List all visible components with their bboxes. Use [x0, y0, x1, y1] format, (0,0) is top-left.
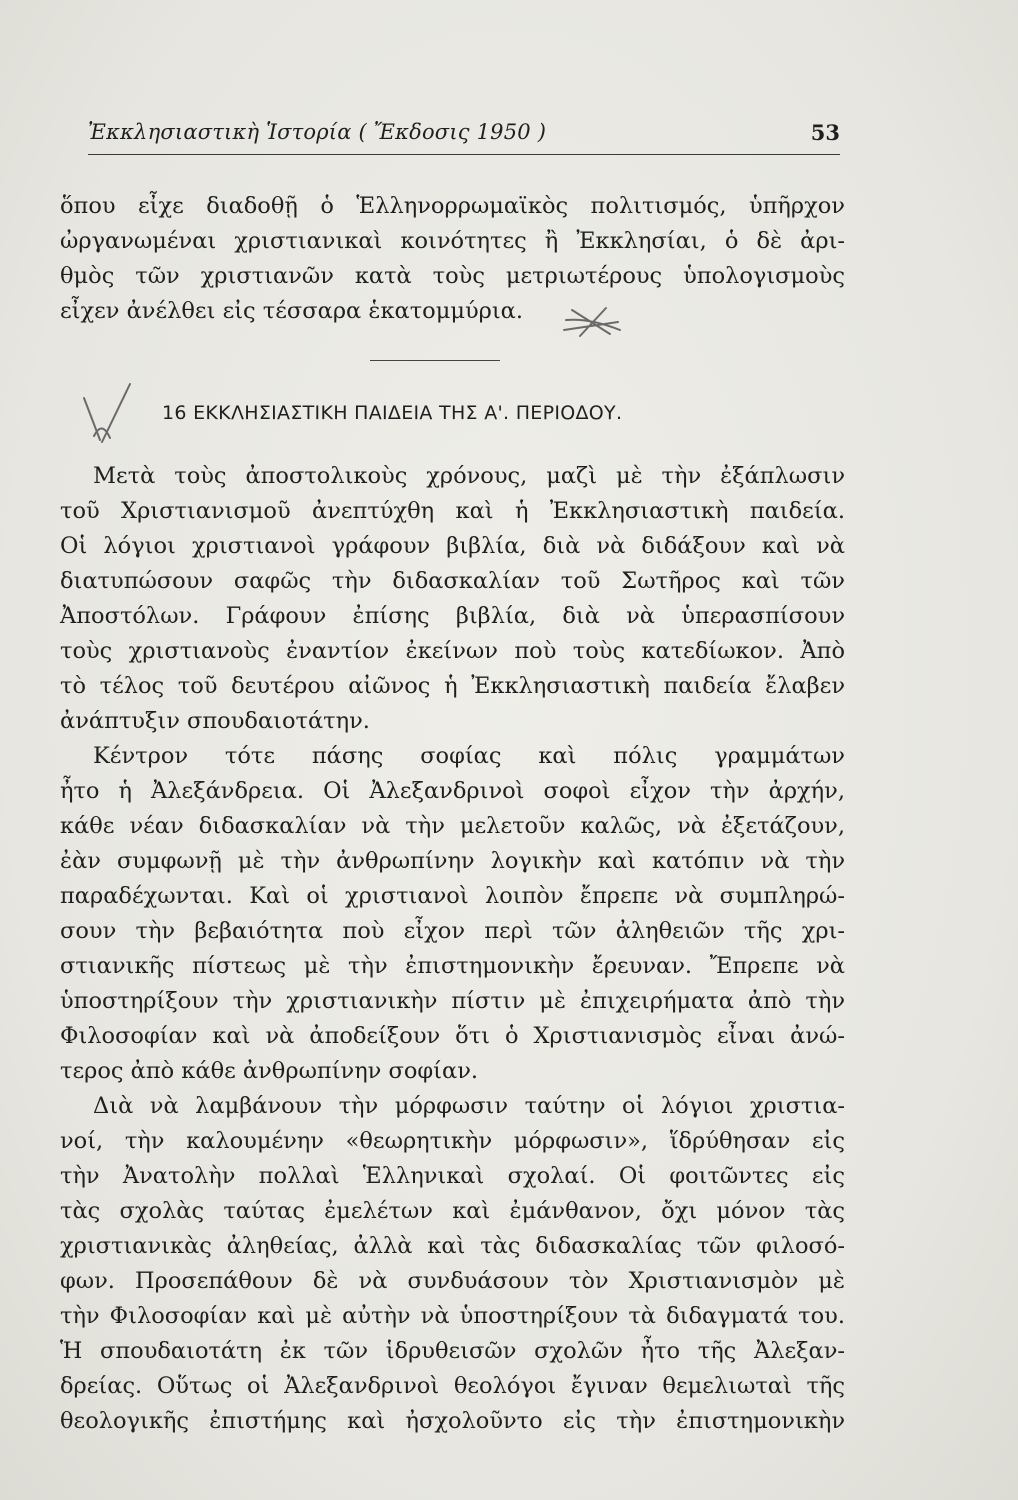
text-line: ἀνάπτυξιν σπουδαιοτάτην. [60, 708, 370, 734]
text-line: Μετὰ τοὺς ἀποστολικοὺς χρόνους, μαζὶ μὲ τὴν ἐξάπλωσιν [93, 463, 845, 489]
text-line: νοί, τὴν καλουμένην «θεωρητικὴν μόρφωσιν», ἵδρύθησαν εἰς [60, 1128, 845, 1154]
text-line: παραδέχωνται. Καὶ οἱ χριστιανοὶ λοιπὸν ἔπρεπε νὰ συμπληρώ- [60, 883, 845, 909]
text-line: τὰς σχολὰς ταύτας ἐμελέτων καὶ ἐμάνθανον, ὄχι μόνον τὰς [60, 1198, 845, 1224]
text-line: δρείας. Οὕτως οἱ Ἀλεξανδρινοὶ θεολόγοι ἔγιναν θεμελιωταὶ τῆς [60, 1373, 845, 1399]
text-line: θεολογικῆς ἐπιστήμης καὶ ἠσχολοῦντο εἰς τὴν ἐπιστημονικὴν [60, 1408, 845, 1434]
text-line: Κέντρον τότε πάσης σοφίας καὶ πόλις γραμμάτων [93, 743, 845, 769]
intro-paragraph [60, 189, 845, 329]
text-line: Ἡ σπουδαιοτάτη ἐκ τῶν ἱδρυθεισῶν σχολῶν ἦτο τῆς Ἀλεξαν- [60, 1338, 845, 1364]
text-line: τὴν Φιλοσοφίαν καὶ μὲ αὐτὴν νὰ ὑποστηρίξουν τὰ διδαγματά του. [60, 1303, 845, 1329]
text-line: χριστιανικὰς ἀληθείας, ἀλλὰ καὶ τὰς διδασκαλίας τῶν φιλοσό- [60, 1233, 845, 1259]
text-line: τὴν Ἀνατολὴν πολλαὶ Ἑλληνικαὶ σχολαί. Οἱ φοιτῶντες εἰς [60, 1163, 845, 1189]
text-line: διατυπώσουν σαφῶς τὴν διδασκαλίαν τοῦ Σωτῆρος καὶ τῶν [60, 568, 845, 594]
text-line: ὑποστηρίξουν τὴν χριστιανικὴν πίστιν μὲ ἐπιχειρήματα ἀπὸ τὴν [60, 988, 845, 1014]
text-line: θμὸς τῶν χριστιανῶν κατὰ τοὺς μετριωτέρους ὑπολογισμοὺς [60, 263, 845, 289]
text-line: εἶχεν ἀνέλθει εἰς τέσσαρα ἑκατομμύρια. [60, 298, 524, 324]
text-line: φων. Προσεπάθουν δὲ νὰ συνδυάσουν τὸν Χριστιανισμὸν μὲ [60, 1268, 845, 1294]
section-heading: 16 ΕΚΚΛΗΣΙΑΣΤΙΚΗ ΠΑΙΔΕΙΑ ΤΗΣ Α'. ΠΕΡΙΟΔΟΥ. [162, 402, 623, 424]
text-line: ἐὰν συμφωνῇ μὲ τὴν ἀνθρωπίνην λογικὴν καὶ κατόπιν νὰ τὴν [60, 848, 845, 874]
text-line: ὅπου εἶχε διαδοθῇ ὁ Ἑλληνορρωμαϊκὸς πολιτισμός, ὑπῆρχον [60, 193, 845, 219]
text-line: τερος ἀπὸ κάθε ἀνθρωπίνην σοφίαν. [60, 1058, 479, 1084]
text-line: κάθε νέαν διδασκαλίαν νὰ τὴν μελετοῦν καλῶς, νὰ ἐξετάζουν, [60, 813, 845, 839]
handwritten-star-icon [560, 300, 626, 340]
text-line: Διὰ νὰ λαμβάνουν τὴν μόρφωσιν ταύτην οἱ λόγιοι χριστια- [93, 1093, 845, 1119]
page-number: 53 [810, 120, 840, 145]
header-title: Ἐκκλησιαστικὴ Ἱστορία ( Ἔκδοσις 1950 ) [88, 120, 547, 144]
text-line: τοὺς χριστιανοὺς ἐναντίον ἐκείνων ποὺ τοὺς κατεδίωκον. Ἀπὸ [60, 638, 845, 664]
text-line: ἦτο ἡ Ἀλεξάνδρεια. Οἱ Ἀλεξανδρινοὶ σοφοὶ εἶχον τὴν ἀρχήν, [60, 778, 845, 804]
body-text [60, 459, 845, 1439]
text-line: Φιλοσοφίαν καὶ νὰ ἀποδείξουν ὅτι ὁ Χριστιανισμὸς εἶναι ἀνώ- [60, 1023, 845, 1049]
handwritten-check-icon [80, 380, 136, 450]
running-header [88, 120, 840, 155]
text-line: σουν τὴν βεβαιότητα ποὺ εἶχον περὶ τῶν ἀληθειῶν τῆς χρι- [60, 918, 845, 944]
text-line: ὠργανωμέναι χριστιανικαὶ κοινότητες ἢ Ἐκκλησίαι, ὁ δὲ ἀρι- [60, 228, 845, 254]
text-line: Οἱ λόγιοι χριστιανοὶ γράφουν βιβλία, διὰ νὰ διδάξουν καὶ νὰ [60, 533, 845, 559]
text-line: τοῦ Χριστιανισμοῦ ἀνεπτύχθη καὶ ἡ Ἐκκλησιαστικὴ παιδεία. [60, 498, 845, 524]
section-divider [370, 360, 500, 361]
text-line: στιανικῆς πίστεως μὲ τὴν ἐπιστημονικὴν ἔρευναν. Ἔπρεπε νὰ [60, 953, 845, 979]
text-line: Ἀποστόλων. Γράφουν ἐπίσης βιβλία, διὰ νὰ ὑπερασπίσουν [60, 603, 845, 629]
text-line: τὸ τέλος τοῦ δευτέρου αἰῶνος ἡ Ἐκκλησιαστικὴ παιδεία ἔλαβεν [60, 673, 845, 699]
